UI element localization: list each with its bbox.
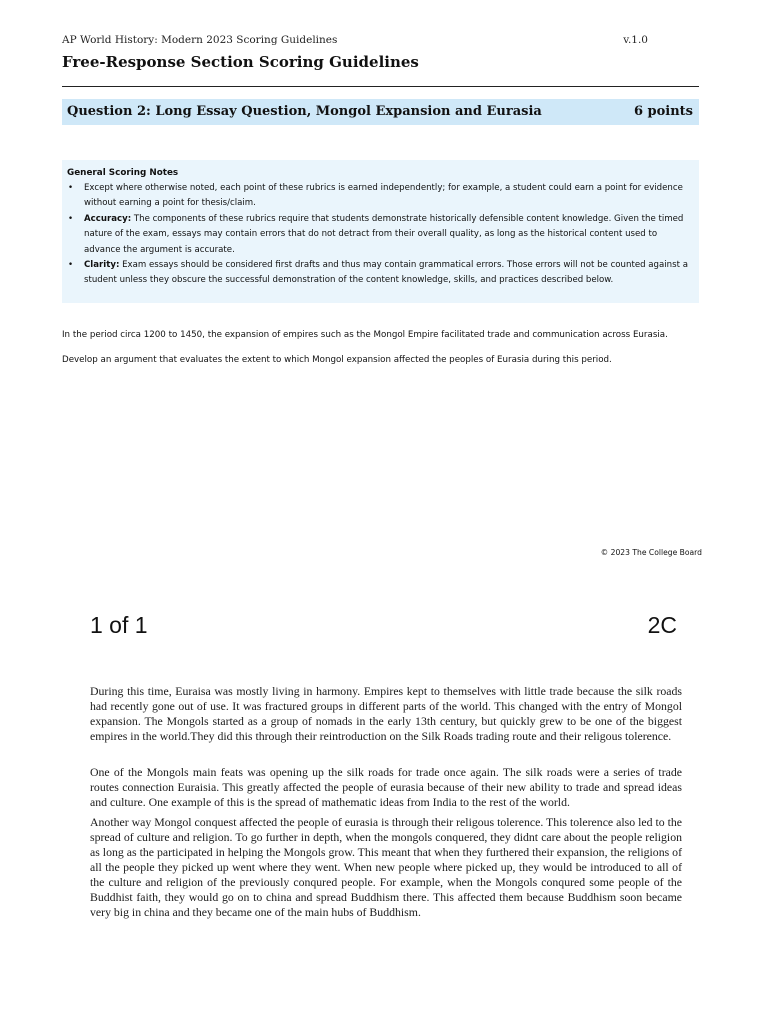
general-scoring-notes — [62, 160, 699, 303]
note-item — [62, 258, 692, 289]
version-label: v.1.0 — [623, 34, 648, 46]
note-text: Except where otherwise noted, each point of these rubrics is earned independently; for example, a student could earn a point for evidence without earning a point for thesis/claim. — [84, 183, 683, 209]
document-header — [62, 34, 648, 46]
note-item — [62, 212, 692, 258]
note-label: Accuracy: — [84, 213, 132, 224]
section-title: Free-Response Section Scoring Guidelines — [62, 53, 419, 71]
prompt-context: In the period circa 1200 to 1450, the expansion of empires such as the Mongol Empire facilitated trade and communication across Eurasia. — [62, 330, 668, 340]
note-text: The components of these rubrics require that students demonstrate historically defensible content knowledge. Given the timed nature of the exam, essays may contain errors that do not detract from their overall quality, as long as the historical content used to advance the argument is accurate. — [84, 213, 684, 255]
header-divider — [62, 86, 699, 87]
note-label: Clarity: — [84, 260, 120, 271]
sample-page-indicator: 1 of 1 — [90, 612, 148, 638]
sample-score-label: 2C — [647, 612, 677, 638]
question-banner — [62, 99, 699, 125]
note-text: Exam essays should be considered first drafts and thus may contain grammatical errors. Those errors will not be counted against a student unless they obscure the successful demonstration of the content knowledge, skills, and practices described below. — [84, 260, 688, 286]
prompt-task: Develop an argument that evaluates the extent to which Mongol expansion affected the peoples of Eurasia during this period. — [62, 355, 612, 365]
copyright-notice: © 2023 The College Board — [600, 548, 702, 557]
essay-paragraph: Another way Mongol conquest affected the people of eurasia is through their religous tolerence. This tolerence also led to the spread of culture and religion. To go further in depth, when the mongols conquered, they didnt care about the people religion as long as the participated in helping the Mongols grow. This meant that when they furthered their expansion, the religions of all the people they picked up went where they went. When new people where picked up, they would be introduced to all of the culture and religion of the previously conqured people. For example, when the Mongols conqured some people of the Buddhist faith, they would go on to china and spread Buddhism there. This affected them because Buddhism soon became very big in china and they became one of the main hubs of Buddhism. — [90, 815, 682, 919]
note-item — [62, 181, 692, 212]
essay-paragraph: One of the Mongols main feats was opening up the silk roads for trade once again. The silk roads were a series of trade routes connection Euraisia. This greatly affected the people of eurasia because of their new ability to trade and spread ideas and culture. One example of this is the spread of mathematic ideas from India to the rest of the world. — [90, 765, 682, 809]
document-title: AP World History: Modern 2023 Scoring Guidelines — [62, 34, 338, 46]
question-points: 6 points — [633, 104, 693, 119]
notes-list — [62, 181, 692, 289]
notes-heading: General Scoring Notes — [67, 168, 179, 178]
question-title: Question 2: Long Essay Question, Mongol Expansion and Eurasia — [67, 104, 542, 119]
essay-paragraph: During this time, Euraisa was mostly living in harmony. Empires kept to themselves with little trade because the silk roads had recently gone out of use. It was fractured groups in different parts of the world. This changed with the entry of Mongol expansion. The Mongols started as a group of nomads in the early 13th century, but quickly grew to be one of the biggest empires in the world.They did this through their reintroduction on the Silk Roads trading route and their religous tolerence. — [90, 684, 682, 743]
